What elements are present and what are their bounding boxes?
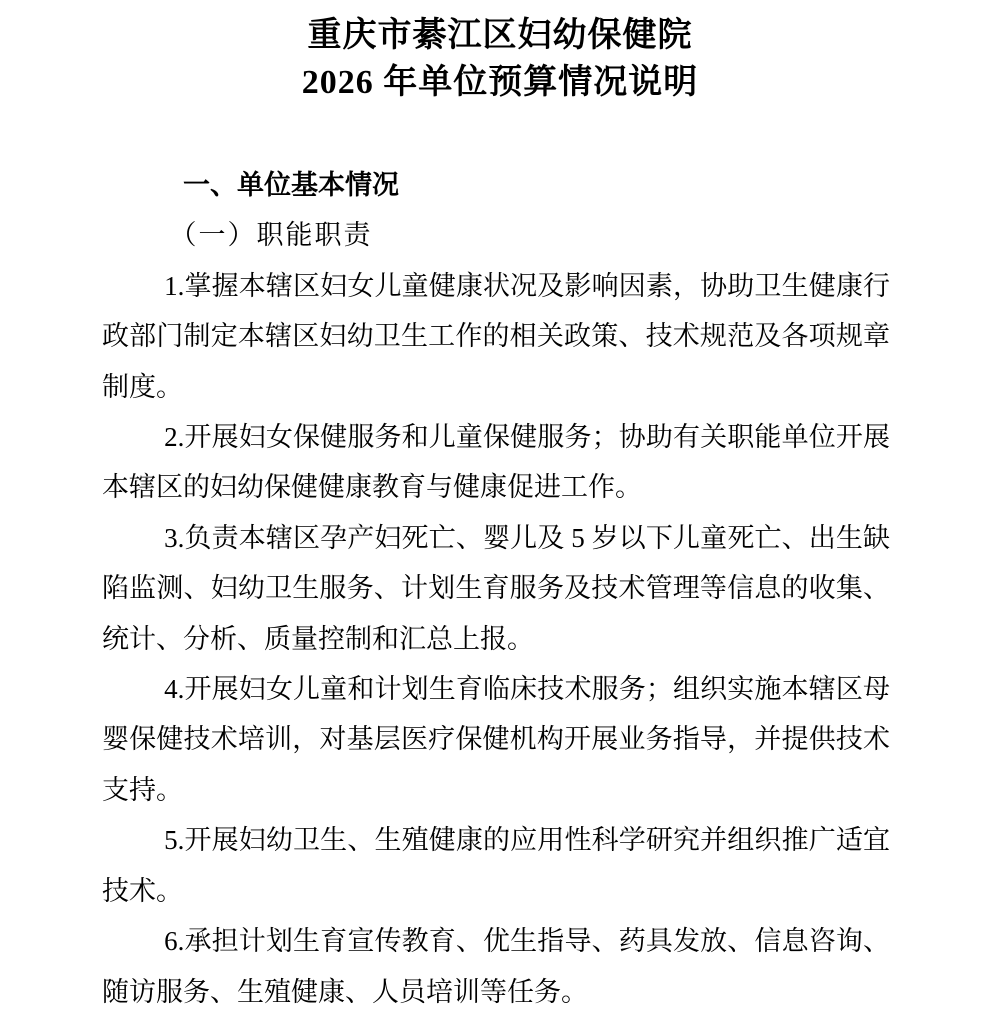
document-title xyxy=(0,0,1000,106)
paragraph-duty-1: 1.掌握本辖区妇女儿童健康状况及影响因素，协助卫生健康行政部门制定本辖区妇幼卫生工作的相关政策、技术规范及各项规章制度。 xyxy=(102,270,890,402)
document-title-line-2: 2026 年单位预算情况说明 xyxy=(301,64,699,101)
paragraph-duty-6: 6.承担计划生育宣传教育、优生指导、药具发放、信息咨询、随访服务、生殖健康、人员培训等任务。 xyxy=(102,926,890,1007)
paragraph-duty-3: 3.负责本辖区孕产妇死亡、婴儿及 5 岁以下儿童死亡、出生缺陷监测、妇幼卫生服务、计划生育服务及技术管理等信息的收集、统计、分析、质量控制和汇总上报。 xyxy=(102,522,890,654)
paragraph-duty-5: 5.开展妇幼卫生、生殖健康的应用性科学研究并组织推广适宜技术。 xyxy=(102,825,890,906)
subsection-heading-duties: （一）职能职责 xyxy=(169,220,373,251)
document-title-line-1: 重庆市綦江区妇幼保健院 xyxy=(307,17,693,54)
document-body xyxy=(102,160,890,1012)
paragraph-duty-4: 4.开展妇女儿童和计划生育临床技术服务；组织实施本辖区母婴保健技术培训，对基层医疗保健机构开展业务指导，并提供技术支持。 xyxy=(102,674,890,805)
paragraph-duty-2: 2.开展妇女保健服务和儿童保健服务；协助有关职能单位开展本辖区的妇幼保健健康教育与健康促进工作。 xyxy=(102,422,890,503)
section-heading-basic-info: 一、单位基本情况 xyxy=(183,170,399,200)
